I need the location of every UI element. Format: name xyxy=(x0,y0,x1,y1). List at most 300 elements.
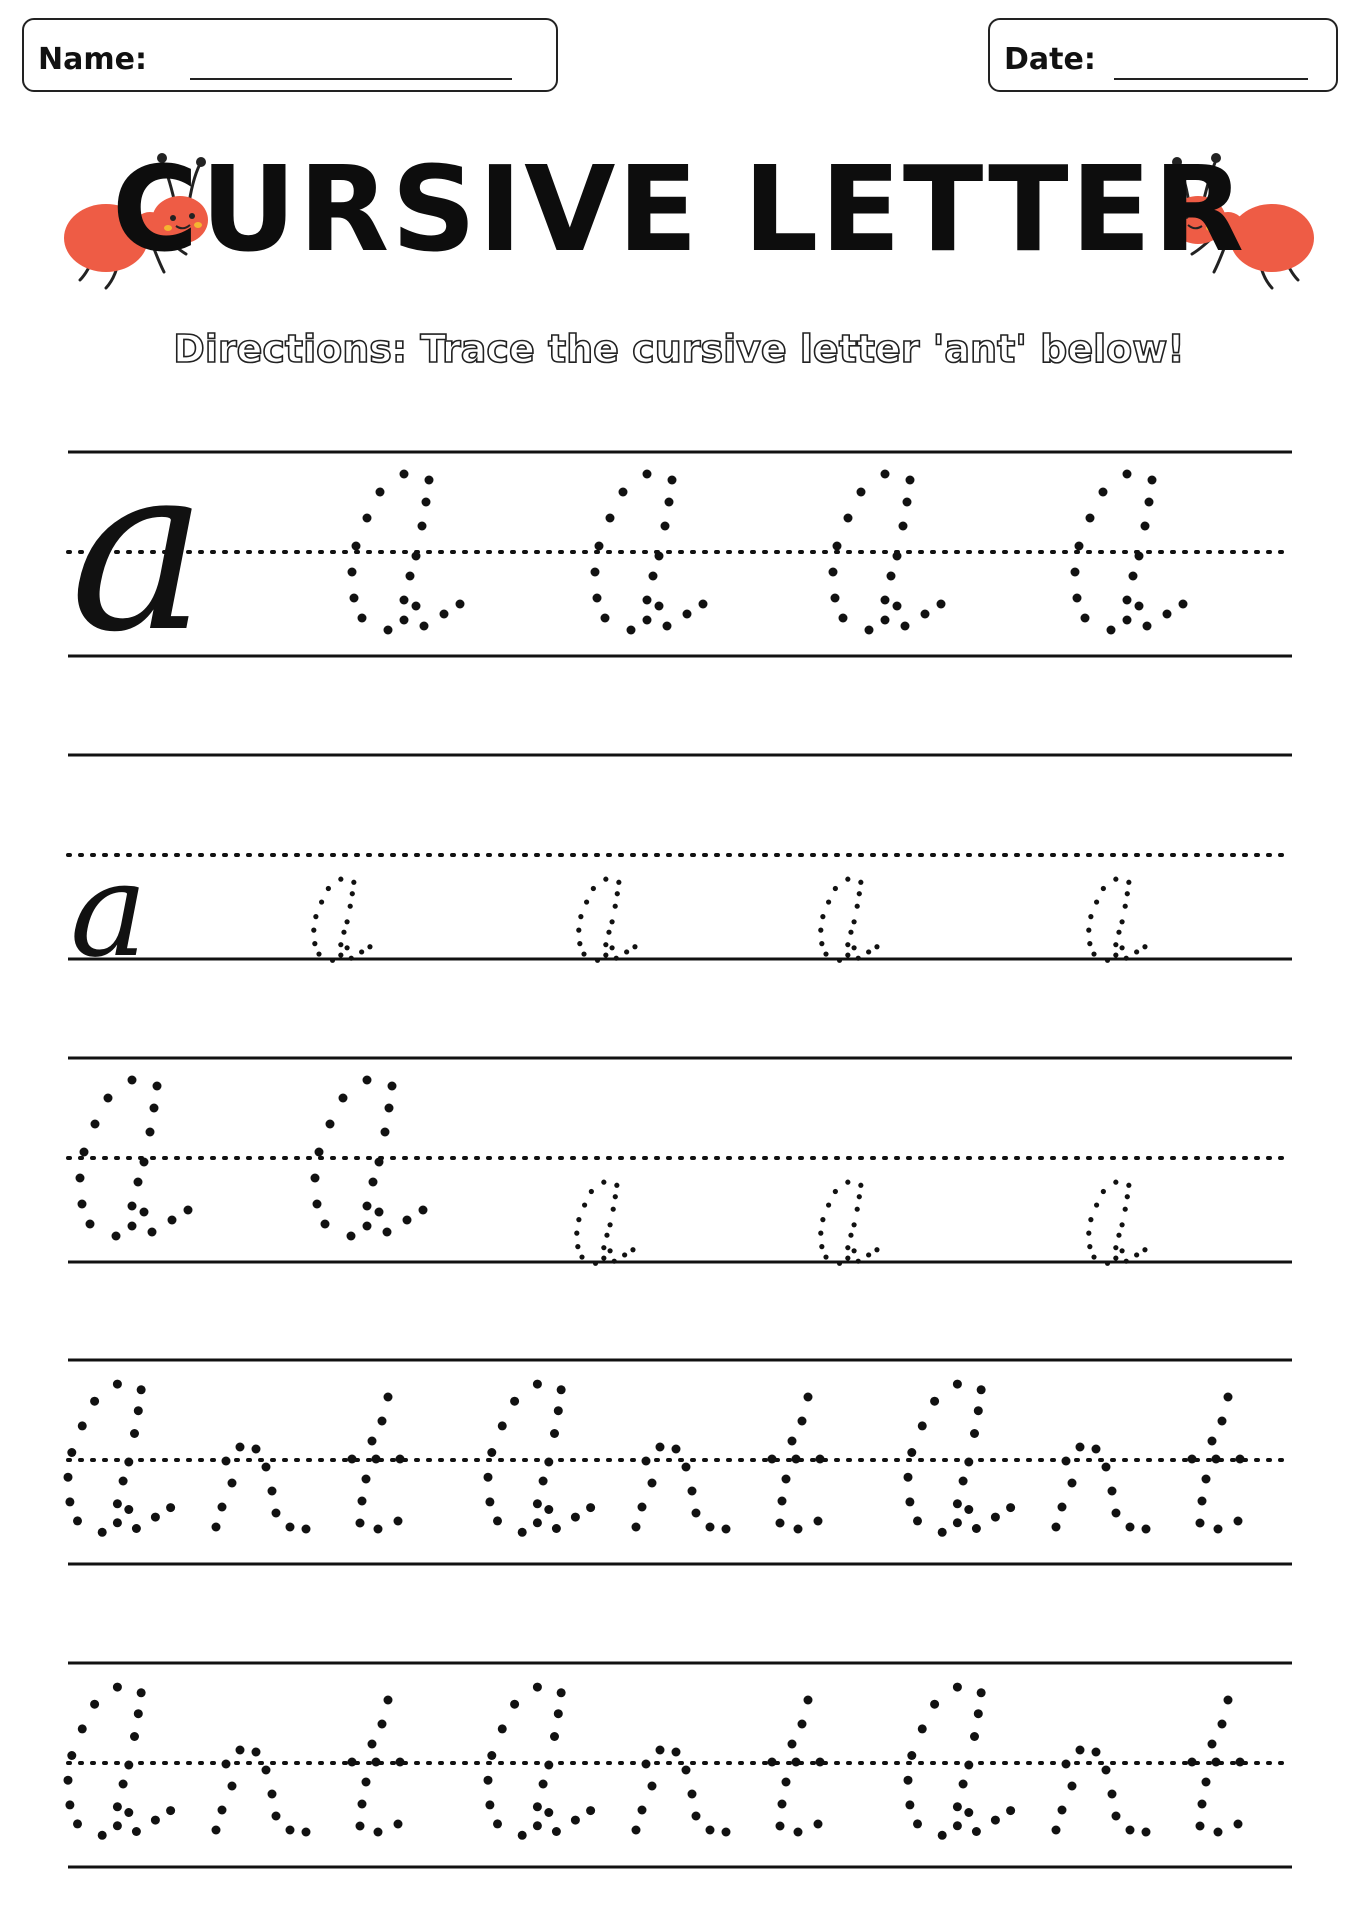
trace-dot xyxy=(1068,1479,1077,1488)
trace-dot xyxy=(73,1516,82,1525)
trace-dot xyxy=(422,498,431,507)
trace-dot xyxy=(893,602,902,611)
trace-dot xyxy=(921,610,930,619)
trace-dot xyxy=(359,949,364,954)
trace-dot xyxy=(91,1120,100,1129)
trace-dot xyxy=(1142,1247,1147,1252)
trace-dot xyxy=(1234,1820,1243,1829)
trace-dot xyxy=(348,1455,357,1464)
trace-dot xyxy=(236,1746,245,1755)
trace-dot xyxy=(228,1479,237,1488)
trace-dot xyxy=(1188,1758,1197,1767)
trace-dot xyxy=(977,1688,986,1697)
trace-dot xyxy=(412,552,421,561)
trace-dot xyxy=(609,945,614,950)
trace-dot xyxy=(1108,1487,1117,1496)
trace-dot xyxy=(603,952,608,957)
trace-dot xyxy=(858,1183,863,1188)
trace-dot xyxy=(498,1421,507,1430)
trace-dot xyxy=(1112,1812,1121,1821)
trace-dot xyxy=(73,1819,82,1828)
trace-dot xyxy=(311,1174,320,1183)
trace-dot xyxy=(1087,941,1092,946)
trace-dot xyxy=(1214,1828,1223,1837)
trace-dot xyxy=(1196,1822,1205,1831)
trace-dot xyxy=(252,1445,261,1454)
trace-dot xyxy=(778,1800,787,1809)
trace-dot xyxy=(132,1827,141,1836)
trace-dot xyxy=(1179,600,1188,609)
trace-dot xyxy=(614,1183,619,1188)
trace-dot xyxy=(67,1751,76,1760)
trace-dot xyxy=(128,1076,137,1085)
trace-dot xyxy=(655,552,664,561)
trace-dot xyxy=(113,1499,122,1508)
trace-dot xyxy=(400,616,409,625)
trace-dot xyxy=(1088,1217,1093,1222)
trace-dot xyxy=(904,1776,913,1785)
trace-dot xyxy=(348,568,357,577)
trace-dot xyxy=(851,919,856,924)
trace-dot xyxy=(692,1812,701,1821)
trace-dot xyxy=(831,594,840,603)
trace-dot xyxy=(338,952,343,957)
trace-dot xyxy=(1123,596,1132,605)
trace-dot xyxy=(782,1778,791,1787)
trace-dot xyxy=(316,951,321,956)
trace-dot xyxy=(98,1528,107,1537)
trace-dot xyxy=(845,877,850,882)
trace-dot xyxy=(571,1513,580,1522)
trace-dot xyxy=(874,944,879,949)
trace-dot xyxy=(1081,614,1090,623)
trace-dot xyxy=(874,1247,879,1252)
trace-dot xyxy=(1142,1525,1151,1534)
trace-dot xyxy=(484,1776,493,1785)
trace-dot xyxy=(804,1393,813,1402)
trace-dot xyxy=(348,904,353,909)
trace-dot xyxy=(601,1255,606,1260)
trace-dot xyxy=(839,614,848,623)
trace-dot xyxy=(358,1800,367,1809)
trace-dot xyxy=(341,930,346,935)
trace-dot xyxy=(855,904,860,909)
trace-dot xyxy=(655,602,664,611)
trace-dot xyxy=(856,956,861,961)
trace-dot xyxy=(348,1758,357,1767)
trace-dot xyxy=(90,1700,99,1709)
trace-dot xyxy=(1142,944,1147,949)
trace-dot xyxy=(400,470,409,479)
trace-dot xyxy=(78,1421,87,1430)
trace-dot xyxy=(632,944,637,949)
trace-dot xyxy=(369,1178,378,1187)
trace-dot xyxy=(90,1397,99,1406)
trace-dot xyxy=(1234,1517,1243,1526)
trace-dot xyxy=(65,1800,74,1809)
trace-dot xyxy=(1145,498,1154,507)
trace-dot xyxy=(974,1406,983,1415)
trace-dot xyxy=(970,1429,979,1438)
trace-dot xyxy=(1105,958,1110,963)
trace-dot xyxy=(326,1120,335,1129)
trace-dot xyxy=(368,1437,377,1446)
trace-dot xyxy=(593,1261,598,1266)
trace-dot xyxy=(326,886,331,891)
trace-dot xyxy=(1119,919,1124,924)
trace-dot xyxy=(1113,1255,1118,1260)
trace-dot xyxy=(638,1503,647,1512)
trace-dot xyxy=(1113,1180,1118,1185)
trace-dot xyxy=(518,1831,527,1840)
trace-dot xyxy=(614,956,619,961)
trace-dot xyxy=(591,886,596,891)
trace-dot xyxy=(554,1709,563,1718)
trace-dot xyxy=(1208,1740,1217,1749)
trace-dot xyxy=(656,1746,665,1755)
trace-dot xyxy=(1196,1519,1205,1528)
trace-dot xyxy=(134,1709,143,1718)
trace-dot xyxy=(1071,568,1080,577)
trace-dot xyxy=(134,1178,143,1187)
trace-dot xyxy=(833,886,838,891)
trace-dot xyxy=(119,1477,128,1486)
trace-dot xyxy=(576,928,581,933)
trace-dot xyxy=(485,1800,494,1809)
trace-dot xyxy=(619,488,628,497)
trace-dot xyxy=(1202,1475,1211,1484)
trace-dot xyxy=(388,1082,397,1091)
trace-dot xyxy=(1224,1393,1233,1402)
trace-dot xyxy=(510,1397,519,1406)
trace-dot xyxy=(855,1207,860,1212)
trace-dot xyxy=(603,877,608,882)
trace-dot xyxy=(845,1255,850,1260)
trace-dot xyxy=(575,1244,580,1249)
trace-dot xyxy=(1112,1509,1121,1518)
trace-dot xyxy=(768,1455,777,1464)
trace-dot xyxy=(338,877,343,882)
trace-dot xyxy=(1123,470,1132,479)
trace-dot xyxy=(1125,1194,1130,1199)
trace-dot xyxy=(648,1479,657,1488)
trace-dot xyxy=(826,899,831,904)
trace-dot xyxy=(804,1696,813,1705)
trace-dot xyxy=(252,1748,261,1757)
trace-dot xyxy=(1006,1806,1015,1815)
trace-dot xyxy=(1113,877,1118,882)
trace-dot xyxy=(124,1458,133,1467)
trace-dot xyxy=(649,572,658,581)
trace-dot xyxy=(338,942,343,947)
trace-dot xyxy=(722,1525,731,1534)
trace-dot xyxy=(688,1487,697,1496)
trace-dot xyxy=(905,1800,914,1809)
trace-dot xyxy=(166,1806,175,1815)
trace-dot xyxy=(544,1458,553,1467)
trace-dot xyxy=(1052,1826,1061,1835)
trace-dot xyxy=(1102,1463,1111,1472)
trace-dot xyxy=(1087,1244,1092,1249)
trace-dot xyxy=(881,470,890,479)
trace-dot xyxy=(319,899,324,904)
trace-dot xyxy=(643,470,652,479)
trace-dot xyxy=(589,1189,594,1194)
trace-dot xyxy=(595,542,604,551)
trace-dot xyxy=(829,568,838,577)
trace-dot xyxy=(368,1740,377,1749)
trace-dot xyxy=(113,1683,122,1692)
trace-dot xyxy=(1129,572,1138,581)
trace-dot xyxy=(672,1748,681,1757)
trace-dot xyxy=(1086,1231,1091,1236)
trace-dot xyxy=(311,928,316,933)
trace-dot xyxy=(845,1180,850,1185)
trace-dot xyxy=(1212,1455,1221,1464)
trace-dot xyxy=(584,899,589,904)
model-letter: a xyxy=(70,834,148,986)
trace-dot xyxy=(586,1503,595,1512)
trace-dot xyxy=(656,1443,665,1452)
trace-dot xyxy=(134,1406,143,1415)
trace-dot xyxy=(378,1417,387,1426)
trace-dot xyxy=(363,1222,372,1231)
trace-dot xyxy=(376,488,385,497)
trace-dot xyxy=(1141,522,1150,531)
trace-dot xyxy=(706,1826,715,1835)
trace-dot xyxy=(776,1519,785,1528)
trace-dot xyxy=(833,1189,838,1194)
trace-dot xyxy=(1119,945,1124,950)
trace-dot xyxy=(899,522,908,531)
trace-dot xyxy=(363,514,372,523)
trace-dot xyxy=(1123,904,1128,909)
trace-dot xyxy=(518,1528,527,1537)
trace-dot xyxy=(146,1128,155,1137)
trace-dot xyxy=(550,1732,559,1741)
trace-dot xyxy=(845,1245,850,1250)
trace-dot xyxy=(627,626,636,635)
trace-dot xyxy=(104,1094,113,1103)
trace-dot xyxy=(1068,1782,1077,1791)
trace-dot xyxy=(302,1828,311,1837)
trace-dot xyxy=(113,1802,122,1811)
trace-dot xyxy=(665,498,674,507)
trace-dot xyxy=(857,891,862,896)
trace-dot xyxy=(350,594,359,603)
trace-dot xyxy=(302,1525,311,1534)
trace-dot xyxy=(788,1740,797,1749)
trace-dot xyxy=(642,1457,651,1466)
trace-dot xyxy=(816,1455,825,1464)
trace-dot xyxy=(1148,476,1157,485)
trace-dot xyxy=(1142,1828,1151,1837)
trace-dot xyxy=(820,914,825,919)
trace-dot xyxy=(613,904,618,909)
trace-dot xyxy=(1123,616,1132,625)
trace-dot xyxy=(1124,1259,1129,1264)
trace-dot xyxy=(385,1104,394,1113)
trace-dot xyxy=(374,1525,383,1534)
trace-dot xyxy=(1124,956,1129,961)
trace-dot xyxy=(1163,610,1172,619)
trace-dot xyxy=(663,622,672,631)
trace-dot xyxy=(857,1194,862,1199)
trace-dot xyxy=(823,1254,828,1259)
trace-dot xyxy=(124,1505,133,1514)
trace-dot xyxy=(262,1766,271,1775)
trace-dot xyxy=(1113,942,1118,947)
trace-dot xyxy=(938,1528,947,1537)
trace-dot xyxy=(630,1247,635,1252)
trace-dot xyxy=(638,1806,647,1815)
trace-dot xyxy=(419,1206,428,1215)
trace-dot xyxy=(905,1497,914,1506)
trace-dot xyxy=(400,596,409,605)
trace-dot xyxy=(137,1385,146,1394)
trace-dot xyxy=(1224,1696,1233,1705)
trace-dot xyxy=(286,1826,295,1835)
trace-dot xyxy=(313,1200,322,1209)
trace-dot xyxy=(668,476,677,485)
trace-dot xyxy=(692,1509,701,1518)
trace-dot xyxy=(487,1751,496,1760)
trace-dot xyxy=(603,942,608,947)
trace-dot xyxy=(782,1475,791,1484)
trace-dot xyxy=(1126,1183,1131,1188)
trace-dot xyxy=(113,1821,122,1830)
trace-dot xyxy=(363,1076,372,1085)
trace-dot xyxy=(367,944,372,949)
trace-dot xyxy=(557,1385,566,1394)
trace-dot xyxy=(1102,1766,1111,1775)
trace-dot xyxy=(268,1790,277,1799)
trace-dot xyxy=(1116,930,1121,935)
trace-dot xyxy=(794,1828,803,1837)
trace-dot xyxy=(1107,626,1116,635)
trace-dot xyxy=(606,930,611,935)
trace-dot xyxy=(571,1816,580,1825)
trace-dot xyxy=(586,1806,595,1815)
trace-dot xyxy=(820,1217,825,1222)
trace-dot xyxy=(312,941,317,946)
trace-dot xyxy=(362,1475,371,1484)
trace-dot xyxy=(1094,899,1099,904)
trace-dot xyxy=(792,1758,801,1767)
trace-dot xyxy=(1099,488,1108,497)
trace-dot xyxy=(1058,1806,1067,1815)
trace-dot xyxy=(539,1477,548,1486)
trace-dot xyxy=(420,622,429,631)
name-label: Name: xyxy=(38,42,147,77)
trace-dot xyxy=(613,1194,618,1199)
trace-dot xyxy=(98,1831,107,1840)
trace-dot xyxy=(384,1393,393,1402)
trace-dot xyxy=(544,1761,553,1770)
trace-dot xyxy=(533,1821,542,1830)
trace-dot xyxy=(991,1816,1000,1825)
trace-dot xyxy=(1006,1503,1015,1512)
trace-dot xyxy=(112,1232,121,1241)
trace-dot xyxy=(1076,1443,1085,1452)
trace-dot xyxy=(64,1776,73,1785)
trace-dot xyxy=(212,1523,221,1532)
trace-dot xyxy=(778,1497,787,1506)
trace-dot xyxy=(383,1228,392,1237)
trace-dot xyxy=(682,1766,691,1775)
trace-dot xyxy=(907,1448,916,1457)
trace-dot xyxy=(1134,1252,1139,1257)
trace-dot xyxy=(272,1812,281,1821)
trace-dot xyxy=(113,1380,122,1389)
trace-dot xyxy=(953,1380,962,1389)
trace-dot xyxy=(577,941,582,946)
trace-dot xyxy=(1092,1445,1101,1454)
trace-dot xyxy=(918,1724,927,1733)
trace-dot xyxy=(166,1503,175,1512)
trace-dot xyxy=(624,949,629,954)
trace-dot xyxy=(1091,951,1096,956)
trace-dot xyxy=(607,1248,612,1253)
trace-dot xyxy=(218,1806,227,1815)
trace-dot xyxy=(881,596,890,605)
trace-dot xyxy=(533,1518,542,1527)
trace-dot xyxy=(493,1516,502,1525)
trace-dot xyxy=(222,1760,231,1769)
trace-dot xyxy=(964,1505,973,1514)
trace-dot xyxy=(851,1248,856,1253)
trace-dot xyxy=(913,1516,922,1525)
trace-dot xyxy=(1126,880,1131,885)
trace-dot xyxy=(722,1828,731,1837)
trace-dot xyxy=(816,1758,825,1767)
trace-dot xyxy=(358,1497,367,1506)
trace-dot xyxy=(349,956,354,961)
trace-dot xyxy=(272,1509,281,1518)
trace-dot xyxy=(372,1758,381,1767)
trace-dot xyxy=(1052,1523,1061,1532)
trace-dot xyxy=(682,1463,691,1472)
trace-dot xyxy=(643,596,652,605)
trace-dot xyxy=(375,1158,384,1167)
trace-dot xyxy=(1091,1254,1096,1259)
trace-dot xyxy=(544,1505,553,1514)
trace-dot xyxy=(792,1455,801,1464)
trace-dot xyxy=(168,1216,177,1225)
trace-dot xyxy=(632,1523,641,1532)
trace-dot xyxy=(339,1094,348,1103)
trace-dot xyxy=(1202,1778,1211,1787)
trace-dot xyxy=(595,958,600,963)
trace-dot xyxy=(683,610,692,619)
trace-dot xyxy=(1214,1525,1223,1534)
trace-dot xyxy=(823,951,828,956)
trace-dot xyxy=(953,1499,962,1508)
trace-dot xyxy=(313,914,318,919)
trace-dot xyxy=(1101,886,1106,891)
trace-dot xyxy=(688,1790,697,1799)
trace-dot xyxy=(819,941,824,946)
trace-dot xyxy=(1062,1457,1071,1466)
trace-dot xyxy=(484,1473,493,1482)
trace-dot xyxy=(268,1487,277,1496)
trace-dot xyxy=(818,1231,823,1236)
trace-dot xyxy=(86,1220,95,1229)
trace-dot xyxy=(601,1180,606,1185)
trace-dot xyxy=(140,1158,149,1167)
trace-dot xyxy=(403,1216,412,1225)
trace-dot xyxy=(533,1802,542,1811)
